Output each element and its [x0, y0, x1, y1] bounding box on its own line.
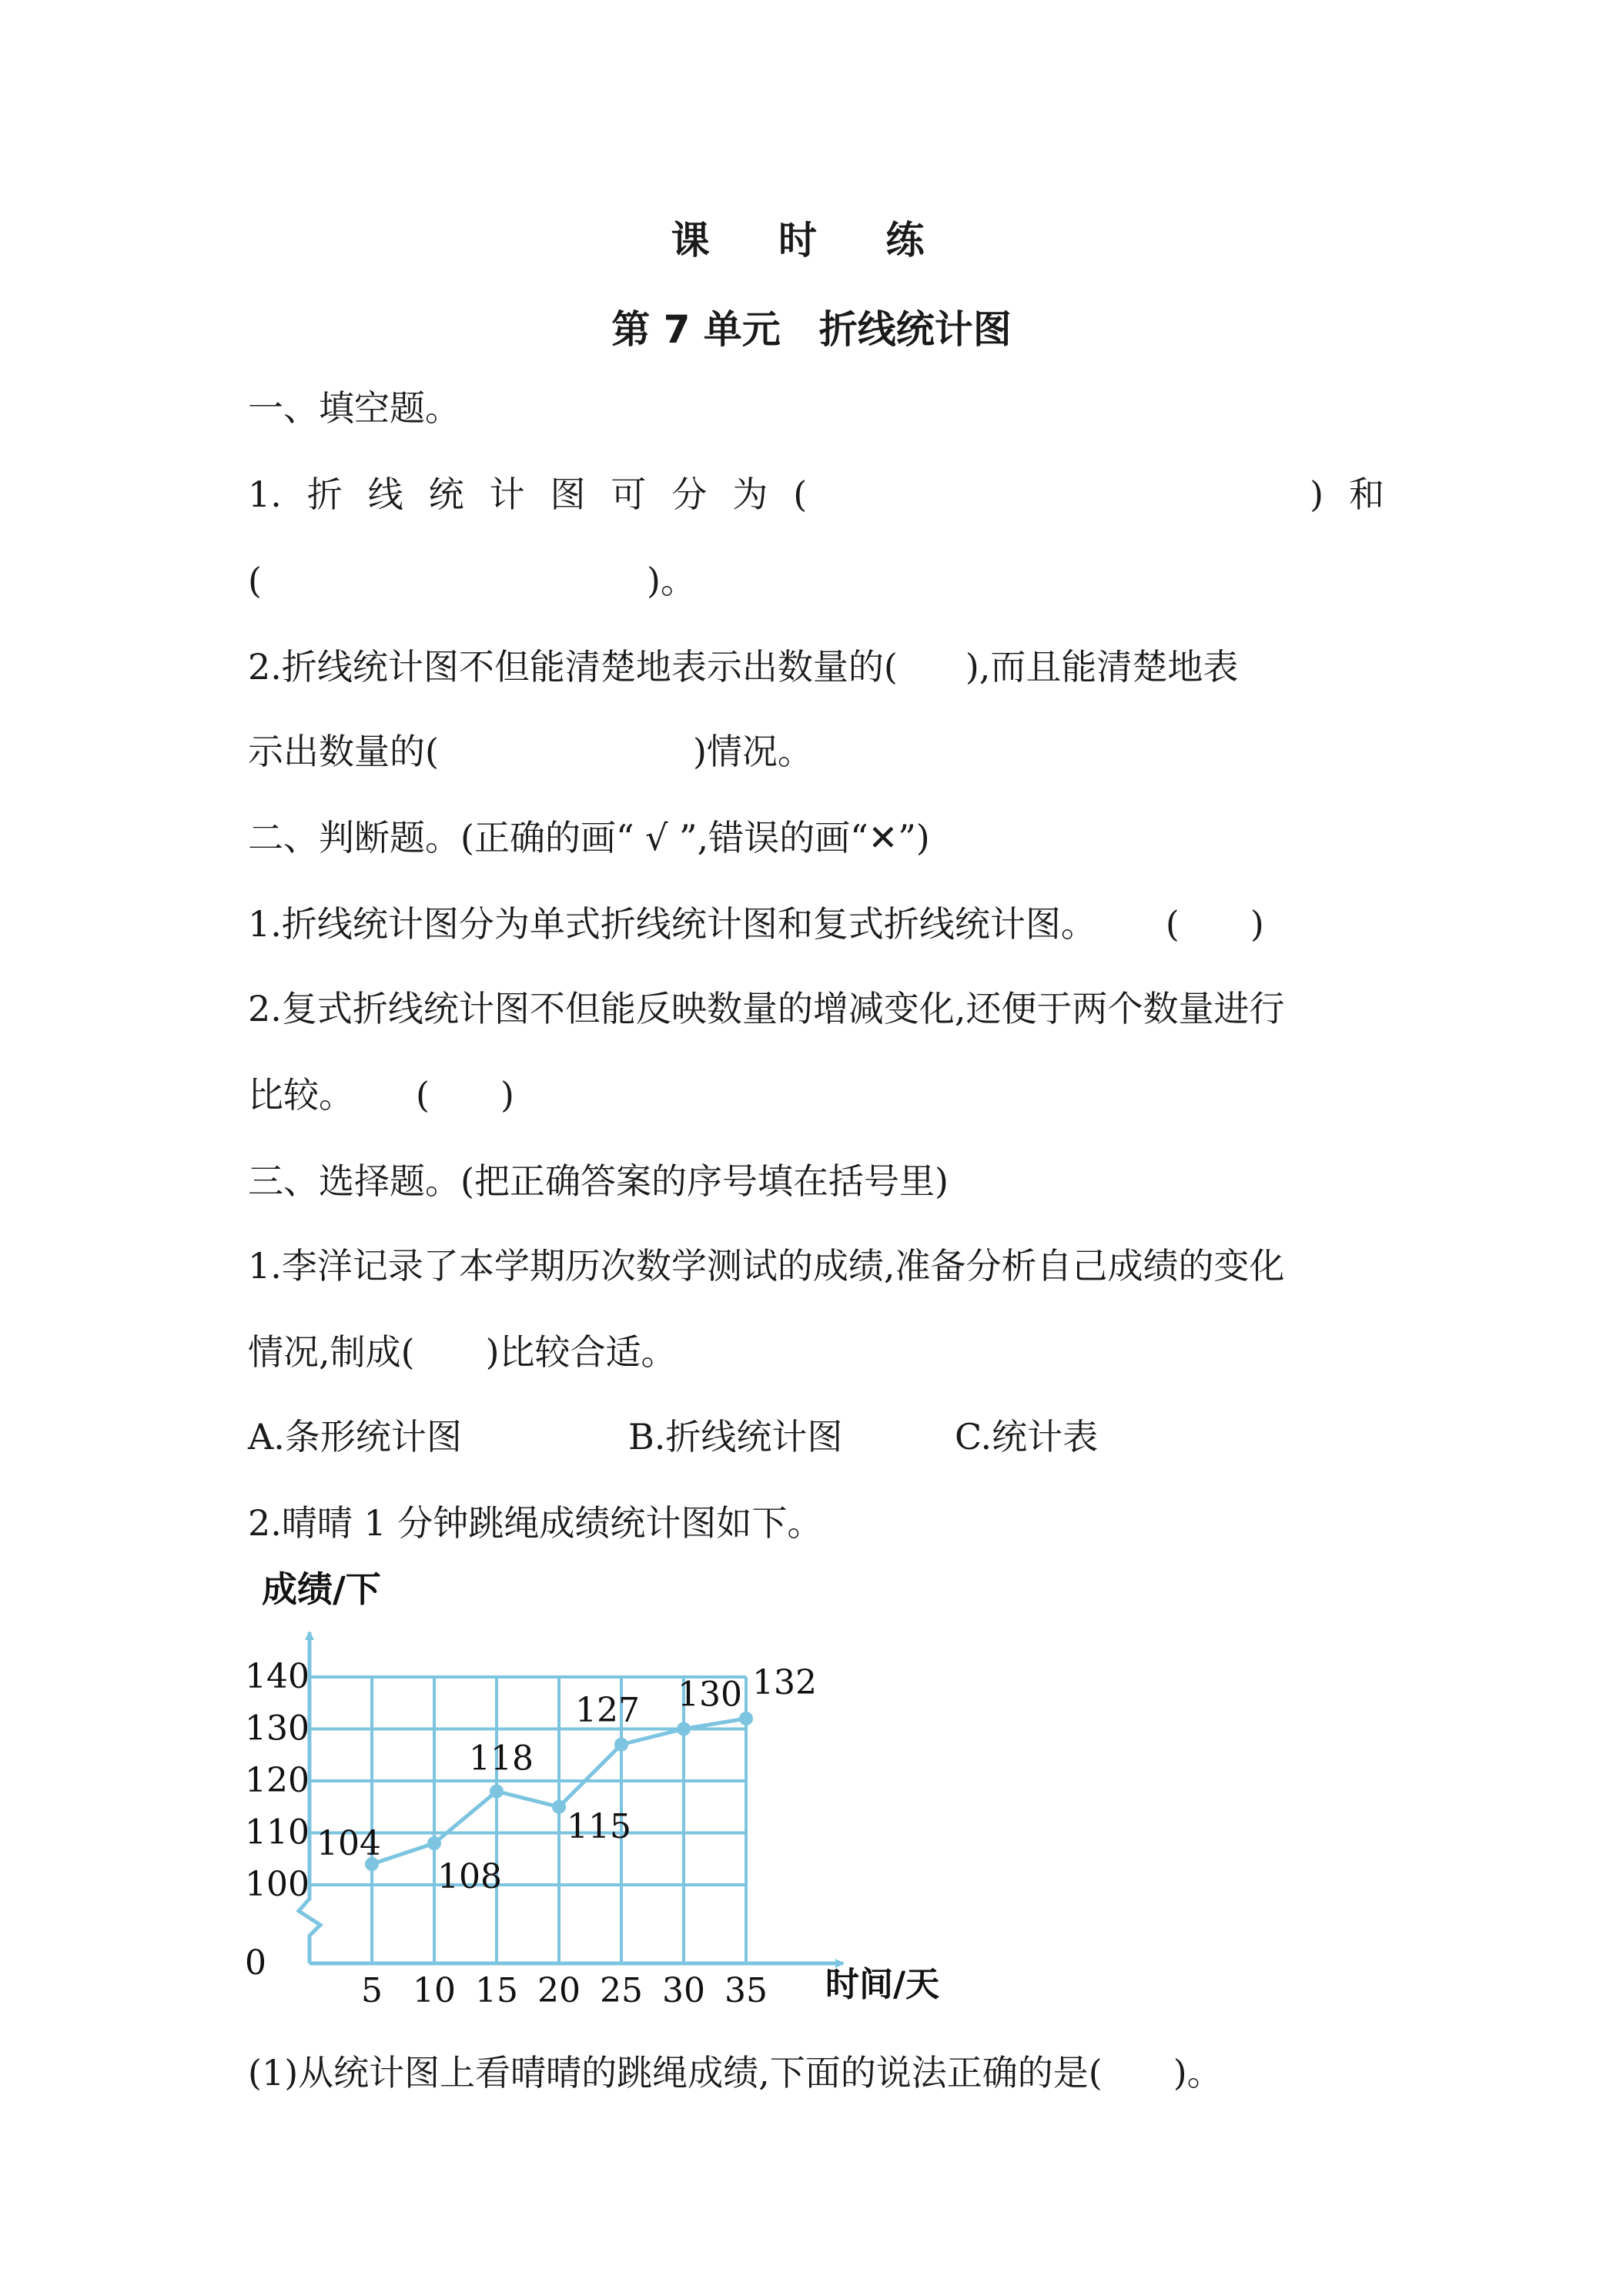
- data-label: 108: [437, 1857, 502, 1896]
- s2-q2-text: 比较。: [248, 1074, 354, 1116]
- jump-rope-line-chart: [231, 1571, 962, 2033]
- s3-q2-intro: 2.晴晴 1 分钟跳绳成绩统计图如下。: [248, 1502, 823, 1544]
- y-axis-title: 成绩/下: [262, 1571, 381, 1610]
- option-a: A.条形统计图: [248, 1416, 462, 1458]
- x-tick-label: 35: [724, 1971, 768, 2010]
- unit-title: 第 7 单元 折线统计图: [611, 307, 1012, 352]
- s1-q1-char: 线: [367, 474, 403, 515]
- y-tick-label: 130: [245, 1709, 310, 1749]
- x-tick-label: 10: [413, 1971, 456, 2010]
- x-tick-label: 5: [361, 1971, 383, 2010]
- s1-q1-char: 统: [428, 474, 464, 515]
- data-label: 115: [567, 1806, 631, 1846]
- y-tick-label: 120: [245, 1761, 310, 1800]
- s1-q1-char: 折: [306, 474, 343, 515]
- s1-q1-char: 1.: [248, 474, 282, 515]
- section2-heading: 二、判断题。(正确的画“ √ ”,错误的画“✕”): [248, 817, 930, 858]
- x-tick-label: 25: [600, 1971, 643, 2010]
- s1-q1-char: 和: [1348, 474, 1384, 515]
- data-point: [552, 1800, 566, 1814]
- data-point: [614, 1738, 628, 1752]
- s2-q1-answer-paren: ( ): [1165, 903, 1264, 945]
- y-axis-break: [299, 1899, 320, 1963]
- data-label: 118: [469, 1739, 534, 1779]
- s1-q1-char: 可: [611, 474, 647, 515]
- data-label: 104: [316, 1824, 381, 1863]
- x-tick-label: 20: [537, 1971, 581, 2010]
- option-c: C.统计表: [955, 1416, 1099, 1458]
- x-axis-title: 时间/天: [825, 1965, 940, 2004]
- data-label: 130: [678, 1675, 742, 1715]
- data-point: [490, 1785, 504, 1799]
- data-point: [677, 1722, 691, 1736]
- s2-q2-line2: [248, 1072, 514, 1118]
- s2-q2-line1: 2.复式折线统计图不但能反映数量的增减变化,还便于两个数量进行: [248, 988, 1285, 1029]
- x-tick-label: 30: [662, 1971, 705, 2010]
- page-title: 课 时 练: [671, 218, 952, 263]
- s1-q1-line2: [248, 557, 696, 604]
- s1-q2-text-d: )情况。: [692, 731, 813, 772]
- s3-q2-sub1: (1)从统计图上看晴晴的跳绳成绩,下面的说法正确的是( )。: [248, 2052, 1223, 2094]
- s1-q2-line1: [248, 644, 1238, 690]
- s1-q2-text-c: 示出数量的(: [248, 731, 439, 772]
- y-tick-label: 140: [245, 1657, 310, 1696]
- s1-q2-text-a: 2.折线统计图不但能清楚地表示出数量的(: [248, 646, 898, 688]
- x-tick-label: 15: [475, 1971, 518, 2010]
- data-label: 127: [575, 1690, 640, 1730]
- s2-q1: [248, 901, 1264, 947]
- y-tick-label: 0: [245, 1943, 266, 1983]
- section3-heading: 三、选择题。(把正确答案的序号填在括号里): [248, 1160, 949, 1202]
- s2-q2-answer-paren: ( ): [416, 1074, 514, 1116]
- s1-q1-char: 为: [732, 474, 768, 515]
- s1-q1-char: 分: [671, 474, 708, 515]
- s1-q2-line2: [248, 728, 813, 775]
- s1-q1-char: 图: [550, 474, 586, 515]
- s3-q1-line2: 情况,制成( )比较合适。: [248, 1331, 677, 1373]
- s1-q1-blank-open: (: [793, 474, 808, 515]
- s1-q1-blank-close: ): [1310, 474, 1324, 515]
- s1-q2-text-b: ),而且能清楚地表: [965, 646, 1239, 688]
- y-tick-label: 110: [245, 1812, 310, 1853]
- s1-q1-blank2-open: (: [248, 560, 262, 601]
- s2-q1-text: 1.折线统计图分为单式折线统计图和复式折线统计图。: [248, 903, 1096, 945]
- s1-q1-char: 计: [489, 474, 525, 515]
- s1-q1-line1: [248, 471, 1384, 517]
- section1-heading: 一、填空题。: [248, 387, 460, 429]
- data-point: [427, 1836, 441, 1850]
- s1-q1-blank2-close: )。: [646, 560, 696, 601]
- y-tick-label: 100: [245, 1865, 310, 1904]
- option-b: B.折线统计图: [628, 1416, 843, 1458]
- s3-q1-line1: 1.李洋记录了本学期历次数学测试的成绩,准备分析自己成绩的变化: [248, 1245, 1285, 1287]
- data-label: 132: [752, 1663, 817, 1702]
